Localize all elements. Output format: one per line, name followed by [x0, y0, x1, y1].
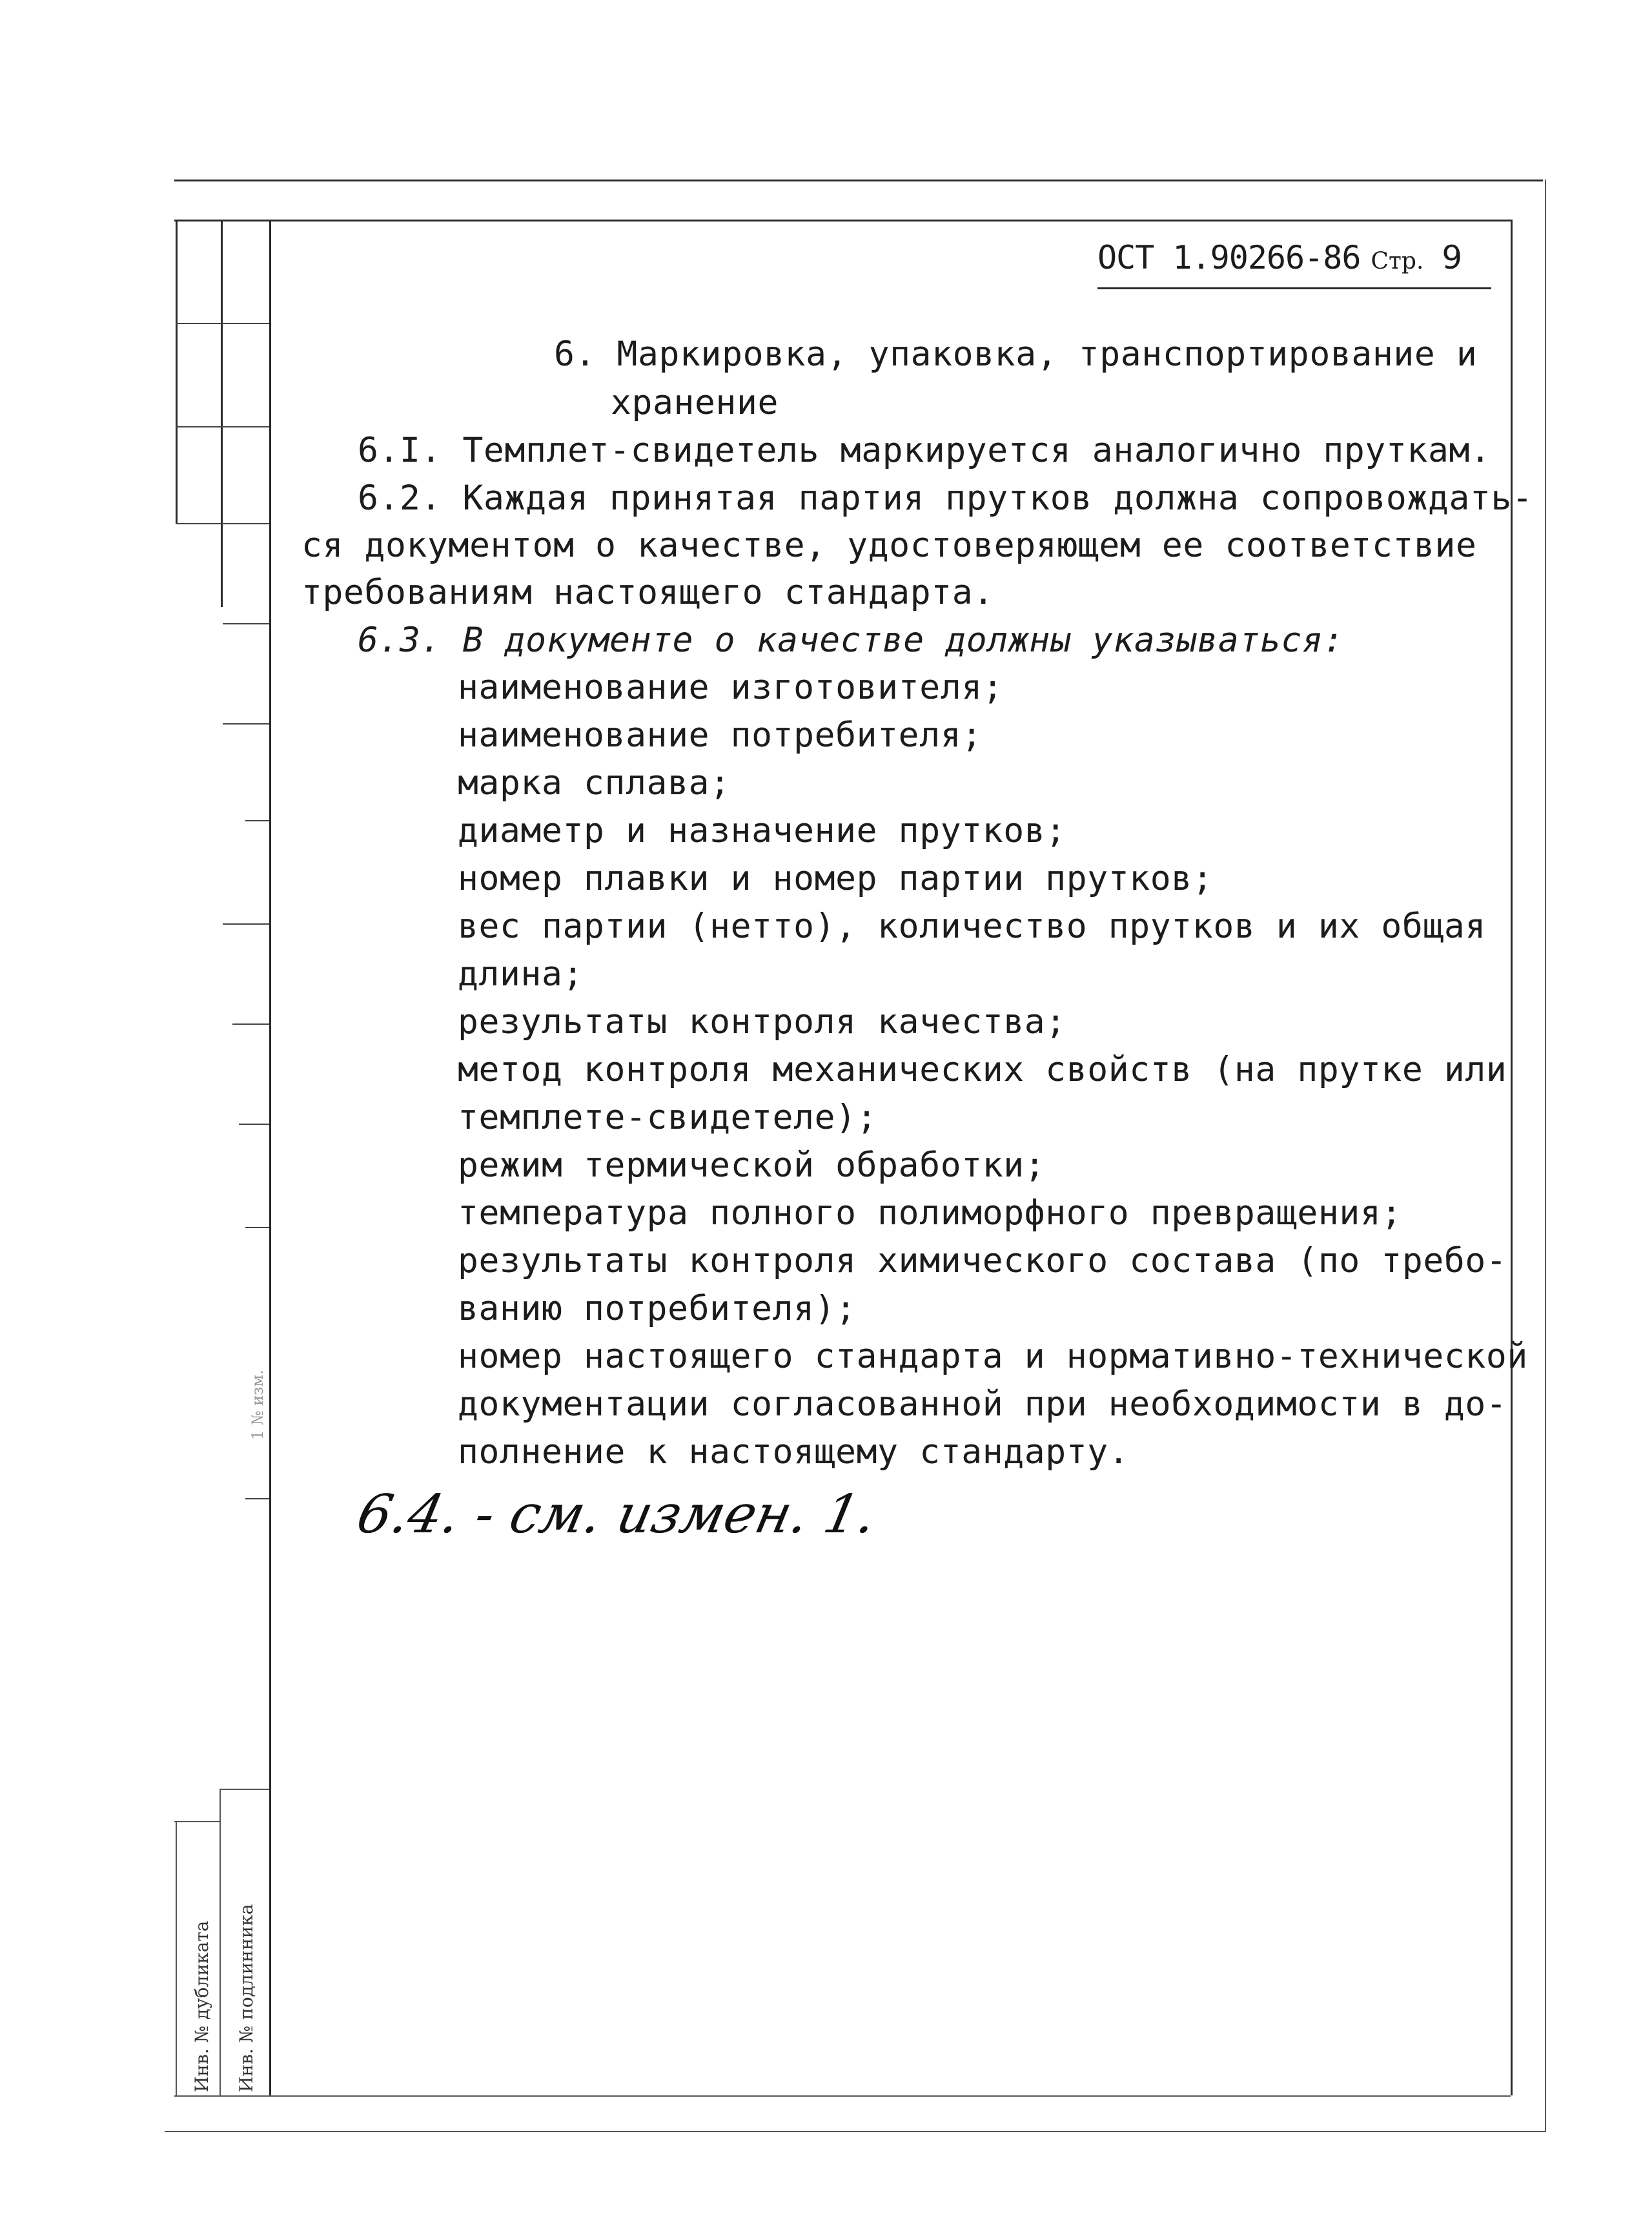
- paragraph-6-3: 6.3. В документе о качестве должны указываться:: [358, 621, 1344, 660]
- margin-tick: [245, 1498, 269, 1499]
- section-title-cont: хранение: [611, 383, 779, 422]
- frame-left-line-main: [269, 220, 271, 2095]
- margin-tick: [245, 1227, 269, 1228]
- margin-tick: [223, 623, 269, 624]
- paragraph-6-2-cont: ся документом о качестве, удостоверяющем ее соответствие: [301, 526, 1477, 565]
- list-item: режим термической обработки;: [458, 1146, 1046, 1185]
- list-item: вес партии (нетто), количество прутков и их общая: [458, 907, 1486, 946]
- list-item: темплете-свидетеле);: [458, 1098, 878, 1137]
- list-item: марка сплава;: [458, 763, 731, 803]
- list-item: документации согласованной при необходимости в до-: [458, 1384, 1507, 1424]
- margin-stamp: 1 № изм.: [249, 1370, 267, 1440]
- list-item: результаты контроля химического состава (по требо-: [458, 1241, 1507, 1280]
- margin-tick: [245, 820, 269, 821]
- margin-tick: [223, 723, 269, 725]
- margin-tick: [176, 426, 269, 427]
- margin-tick: [232, 1023, 269, 1025]
- header-underline: [1097, 287, 1491, 289]
- label-inv-original: Инв. № подлинника: [236, 1904, 257, 2092]
- bottom-frame-line: [174, 2095, 1511, 2097]
- margin-tick: [223, 923, 269, 925]
- list-item: диаметр и назначение прутков;: [458, 811, 1066, 850]
- handwritten-note: 6.4. - см. измен. 1.: [351, 1484, 882, 1545]
- frame-left-line-outer: [176, 220, 178, 524]
- list-item: длина;: [458, 954, 584, 994]
- margin-tick: [176, 323, 269, 324]
- top-border-line: [174, 180, 1543, 181]
- list-item: номер плавки и номер партии прутков;: [458, 859, 1214, 898]
- list-item: номер настоящего стандарта и нормативно-технической: [458, 1337, 1528, 1376]
- list-item: наименование потребителя;: [458, 715, 983, 755]
- list-item: результаты контроля качества;: [458, 1002, 1066, 1042]
- margin-block-top-line: [219, 1789, 269, 1790]
- page-number: 9: [1442, 239, 1463, 276]
- margin-tick: [176, 523, 269, 524]
- list-item: ванию потребителя);: [458, 1289, 857, 1328]
- list-item: температура полного полиморфного превращения;: [458, 1193, 1402, 1233]
- paragraph-6-2: 6.2. Каждая принятая партия прутков должна сопровождать-: [358, 478, 1533, 518]
- bottom-border-line: [165, 2131, 1546, 2132]
- page-label: Стр.: [1371, 248, 1424, 274]
- page-header: [1097, 239, 1511, 276]
- paragraph-6-2-cont: требованиям настоящего стандарта.: [301, 573, 994, 612]
- frame-left-line-inner: [221, 220, 223, 607]
- list-item: метод контроля механических свойств (на прутке или: [458, 1050, 1507, 1089]
- margin-block-mid-line: [174, 1821, 219, 1822]
- outer-right-line: [1545, 180, 1546, 2131]
- margin-block-line: [219, 1789, 221, 2095]
- list-item: полнение к настоящему стандарту.: [458, 1432, 1130, 1472]
- standard-number: ОСТ 1.90266-86: [1097, 239, 1361, 276]
- paragraph-6-1: 6.I. Темплет-свидетель маркируется аналогично пруткам.: [358, 431, 1491, 470]
- label-inv-duplicate: Инв. № дубликата: [191, 1920, 212, 2092]
- frame-top-line: [174, 220, 1511, 221]
- margin-tick: [239, 1124, 269, 1125]
- margin-block-line: [176, 1821, 177, 2095]
- list-item: наименование изготовителя;: [458, 668, 1004, 707]
- section-title: 6. Маркировка, упаковка, транспортирование и: [554, 334, 1478, 374]
